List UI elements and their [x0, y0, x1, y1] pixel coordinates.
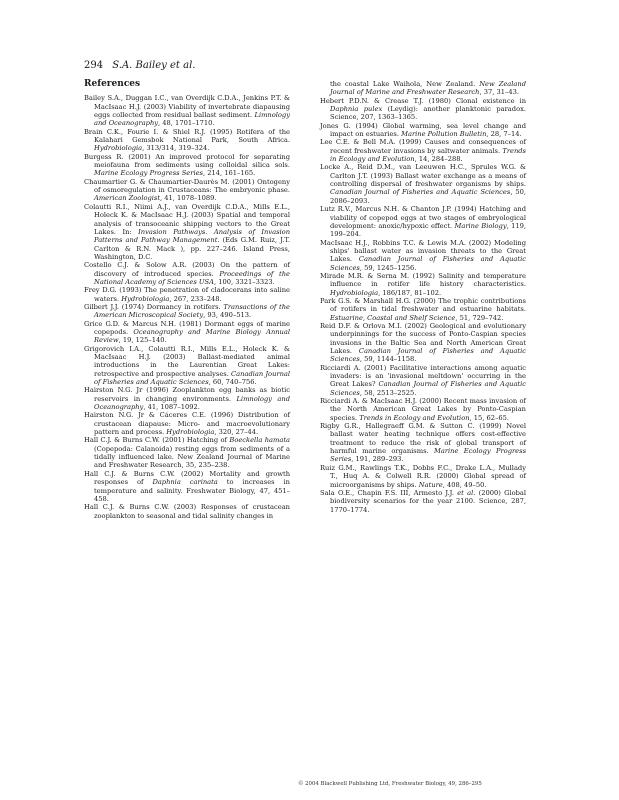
reference-text: Hall C.J. & Burns C.W. (2002) Mortality and growth responses of [84, 469, 290, 487]
reference-source: Marine Ecology Progress Series [94, 169, 203, 178]
reference-text: Grigorovich I.A., Colautti R.I., Mills E.L., Holeck K. & MacIsaac H.J. (2003) Ballast-mediated animal introductions in the Laurentian Great Lakes: retrospective and prospective analyses. [84, 344, 290, 378]
reference-source: Hydrobiologia [166, 428, 215, 437]
reference-source: Canadian Journal of Fisheries and Aquatic Sciences [94, 369, 291, 387]
reference-list-left [84, 94, 290, 520]
reference-text: MacIsaac H.J., Robbins T.C. & Lewis M.A. (2002) Modeling ships' ballast water as invasion threats to the Great Lakes. [320, 238, 526, 264]
reference-text: Locke A., Reid D.M., van Leeuwen H.C., Sprules W.G. & Carlton J.T. (1993) Ballast water exchange as a means of controlling dispersal of freshwater organisms by ships. [320, 163, 526, 189]
reference-details: , 320, 27–44. [214, 428, 259, 437]
reference-entry [320, 364, 526, 397]
reference-details: , 51, 729–742. [455, 313, 504, 322]
reference-text: Hairston N.G. Jr (1996) Zooplankton egg banks as biotic reservoirs in changing environments. [84, 386, 290, 403]
running-header [84, 60, 195, 71]
copyright-footer: © 2004 Blackwell Publishing Ltd, Freshwater Biology, 49, 286–295 [298, 781, 482, 787]
reference-details: , 19, 125–140. [118, 336, 167, 345]
reference-text: the coastal Lake Waihola, New Zealand. [330, 80, 480, 88]
reference-text: Lutz R.V., Marcus N.H. & Chanton J.P. (1994) Hatching and viability of copepod eggs at two stages of embryological development: anoxic/hypoxic effect. [320, 205, 526, 230]
reference-source: Marine Pollution Bulletin [401, 130, 487, 139]
reference-details: , 41, 1078–1089. [160, 194, 217, 203]
reference-source: Hydrobiologia [121, 294, 170, 303]
reference-source: Proceedings of the National Academy of Sciences USA [94, 269, 290, 286]
reference-entry [320, 205, 526, 238]
reference-details: , 41, 1087–1092. [143, 403, 200, 412]
reference-details: , 119, 199–204. [330, 221, 526, 239]
reference-source: Hydrobiologia [330, 288, 379, 297]
reference-entry [84, 261, 290, 286]
reference-text: Park G.S. & Marshall H.G. (2000) The trophic contributions of rotifers in tidal freshwater and estuarine habitats. [320, 296, 526, 314]
reference-text: Ruiz G.M., Rawlings T.K., Dobbs F.C., Drake L.A., Mullady T., Huq A. & Colwell R.R. (2000) Global spread of microorganisms by ships. [320, 463, 526, 489]
reference-details: , 50, 2086–2093. [330, 188, 526, 205]
reference-entry [84, 503, 290, 520]
reference-text: Bailey S.A., Duggan I.C., van Overdijk C.D.A., Jenkins P.T. & MacIsaac H.J. (2003) Viability of invertebrate diapausing eggs collected from residual ballast sediment. [84, 94, 290, 120]
reference-details: , 100, 3321–3323. [213, 277, 275, 286]
reference-entry [84, 203, 290, 261]
reference-text: Gilbert J.J. (1974) Dormancy in rotifers. [84, 302, 224, 311]
reference-entry [320, 138, 526, 163]
reference-details: , 93, 490–513. [203, 311, 252, 320]
reference-text: Hairston N.G. Jr & Cáceres C.E. (1996) Distribution of crustacean diapause: Micro- and macroevolutionary pattern and process. [84, 411, 290, 437]
reference-details: , 15, 62–65. [469, 413, 510, 422]
reference-source: Oceanography and Marine Biology Annual Review [94, 327, 290, 345]
reference-details: , 191, 289–293. [351, 455, 404, 464]
reference-entry [320, 122, 526, 139]
reference-source: Nature [418, 480, 443, 489]
reference-entry [84, 178, 290, 203]
reference-details: , 186/187, 81–102. [378, 288, 442, 297]
reference-text: Grice G.D. & Marcus N.H. (1981) Dormant eggs of marine copepods. [84, 319, 290, 336]
reference-source: Invasion Pathways. Analysis of Invasion Patterns and Pathway Management [94, 227, 291, 245]
reference-text: Colautti R.I., Niimi A.J., van Overdijk C.D.A., Mills E.L., Holeck K. & MacIsaac H.J. (2003) Spatial and temporal analysis of transoceanic shipping vectors to the Great Lakes. In: [84, 202, 290, 236]
reference-entry [84, 153, 290, 178]
reference-text: Ricciardi A. (2001) Facilitative interactions among aquatic invaders: is an 'invasional meltdown' occurring in the Great Lakes? [320, 363, 526, 389]
reference-entry [320, 422, 526, 464]
reference-text: Brain C.K., Fourie I. & Shiel R.J. (1995) Rotifera of the Kalahari Gemsbok National Park, South Africa. [84, 127, 290, 145]
reference-entry [84, 470, 290, 503]
reference-text: Hall C.J. & Burns C.W. (2001) Hatching of [84, 436, 230, 445]
reference-entry [320, 239, 526, 272]
reference-details: , 408, 49–50. [442, 480, 487, 489]
page-number: 294 [84, 60, 104, 71]
reference-details: , 28, 7–14. [486, 130, 522, 139]
reference-text: Rigby G.R., Hallegraeff G.M. & Sutton C. (1999) Novel ballast water heating technique offers cost-effective treatment to reduce the risk of global transport of harmful marine organisms. [320, 422, 526, 456]
reference-text: Lee C.E. & Bell M.A. (1999) Causes and consequences of recent freshwater invasions by saltwater animals. [320, 138, 526, 155]
reference-details: , 59, 1245–1256. [359, 263, 417, 272]
reference-entry [320, 97, 526, 122]
reference-entry [84, 320, 290, 345]
reference-source: Transactions of the American Microscopical Society [94, 302, 290, 320]
reference-details: , 214, 161–165. [202, 169, 256, 178]
left-column [84, 78, 290, 520]
reference-source: Canadian Journal of Fisheries and Aquatic Sciences [330, 347, 526, 364]
reference-source: Hydrobiologia [94, 144, 143, 153]
reference-details: to increases in temperature and salinity. Freshwater Biology, 47, 451–458. [94, 478, 290, 503]
reference-entry [84, 128, 290, 153]
reference-entry [84, 345, 290, 387]
reference-details: (Leydig): another planktonic paradox. Science, 207, 1363–1365. [330, 105, 526, 122]
reference-details: (Copepoda: Calanoida) resting eggs from sediments of a tidally influenced lake. New Zealand Journal of Marine and Freshwater Research, 35, 235–238. [94, 444, 290, 470]
reference-details: , 14, 284–288. [414, 155, 463, 164]
reference-entry [84, 286, 290, 303]
reference-entry [320, 464, 526, 489]
reference-text: Burgess R. (2001) An improved protocol for separating meiofauna from sediments using colloidal silica sols. [84, 152, 290, 170]
reference-source: Limnology and Oceanography [94, 111, 290, 128]
reference-source: Daphnia pulex [330, 105, 383, 114]
reference-text: Hall C.J. & Burns C.W. (2003) Responses of crustacean zooplankton to seasonal and tidal salinity changes in [84, 503, 290, 520]
reference-details: . (Eds G.M. Ruiz, J.T. Carlton & R.N. Mack ), pp. 227–246. Island Press, Washington, D.C. [94, 236, 290, 261]
reference-entry [320, 397, 526, 422]
reference-text: Mirade M.R. & Serna M. (1992) Salinity and temperature influence in rotifer life history characteristics. [320, 271, 526, 289]
reference-entry [320, 163, 526, 205]
reference-source: et al. [457, 488, 476, 497]
reference-source: Daphnia carinata [152, 478, 218, 487]
reference-entry [84, 303, 290, 320]
reference-entry [320, 322, 526, 364]
reference-source: Marine Ecology Progress Series [330, 447, 527, 464]
reference-source: Canadian Journal of Fisheries and Aquatic Sciences [330, 255, 526, 272]
reference-source: American Zoologist [94, 194, 161, 203]
reference-entry [320, 272, 526, 297]
reference-source: Canadian Journal of Fisheries and Aquatic Sciences [330, 380, 526, 397]
reference-entry [84, 411, 290, 436]
reference-source: Limnology and Oceanography [94, 394, 290, 412]
reference-text: Hebert P.D.N. & Crease T.J. (1980) Clonal existence in [320, 96, 526, 105]
reference-details: (2000) Global biodiversity scenarios for the year 2100. Science, 287, 1770–1774. [330, 488, 527, 514]
reference-entry [320, 297, 526, 322]
reference-entry [84, 386, 290, 411]
reference-text: Reid D.F. & Orlova M.I. (2002) Geological and evolutionary underpinnings for the success of Ponto-Caspian species invasions in the Baltic Sea and North American Great Lakes. [320, 321, 526, 355]
reference-details: , 313/314, 319–324. [142, 144, 210, 153]
reference-source: New Zealand Journal of Marine and Freshwater Research [330, 80, 526, 97]
reference-text: Chaumartier G. & Chaumartier-Daurès M. (2001) Ontogeny of osmoregulation in Crustaceans: The embryonic phase. [84, 177, 290, 195]
reference-text: Frey D.G. (1993) The penetration of cladocerans into saline waters. [84, 286, 290, 303]
section-title: References [84, 79, 141, 89]
reference-list-right [320, 80, 526, 514]
reference-source: Trends in Ecology and Evolution [359, 413, 470, 422]
reference-source: Estuarine, Coastal and Shelf Science [330, 313, 456, 322]
reference-source: Canadian Journal of Fisheries and Aquatic Sciences [330, 188, 511, 197]
reference-details: , 59, 1144–1158. [359, 355, 417, 364]
reference-text: Sala O.E., Chapin F.S. III, Armesto J.J. [320, 488, 458, 497]
reference-text: Ricciardi A. & MacIsaac H.J. (2000) Recent mass invasion of the North American Great Lakes by Ponto-Caspian species. [320, 397, 526, 422]
reference-entry [84, 94, 290, 127]
reference-source: Marine Biology [454, 221, 507, 230]
reference-source: Trends in Ecology and Evolution [330, 146, 526, 164]
reference-details: , 48, 1701–1710. [158, 119, 215, 128]
reference-details: , 60, 740–756. [208, 378, 257, 387]
reference-details: , 58, 2513–2525. [359, 388, 417, 397]
reference-entry [320, 489, 526, 514]
reference-entry [84, 436, 290, 469]
reference-text: Costello C.J. & Solow A.R. (2003) On the pattern of discovery of introduced species. [84, 261, 290, 278]
reference-details: , 267, 233–248. [169, 294, 222, 303]
reference-details: , 37, 31–43. [479, 88, 520, 97]
reference-entry [320, 80, 526, 97]
running-authors: S.A. Bailey et al. [112, 60, 196, 71]
reference-source: Boeckella hamata [229, 436, 291, 445]
reference-text: Jones G. (1994) Global warming, sea level change and impact on estuaries. [320, 121, 526, 139]
right-column [320, 80, 526, 514]
